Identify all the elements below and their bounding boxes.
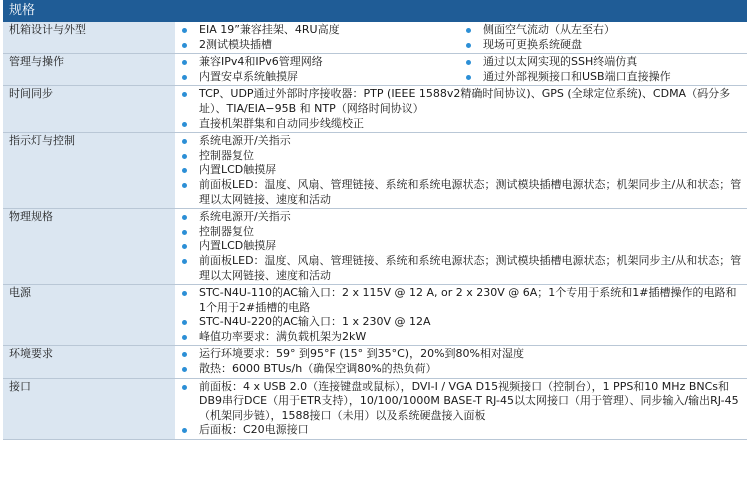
bullet-item: 兼容IPv4和IPv6管理网络 (175, 55, 459, 70)
bullet-list (175, 347, 743, 376)
row-content (175, 86, 747, 133)
row-label: 物理规格 (3, 209, 175, 285)
bullet-item: 控制器复位 (175, 225, 743, 240)
bullet-item: 内置安卓系统触摸屏 (175, 70, 459, 85)
row-content (175, 133, 747, 209)
bullet-item: 2测试模块插槽 (175, 38, 459, 53)
row-content (175, 346, 747, 378)
row-label: 管理与操作 (3, 54, 175, 86)
row-label: 指示灯与控制 (3, 133, 175, 209)
bullet-item: 峰值功率要求：满负载机架为2kW (175, 330, 743, 345)
row-label: 机箱设计与外型 (3, 22, 175, 54)
bullet-item: 通过外部视频接口和USB端口直接操作 (459, 70, 743, 85)
bullet-item: 系统电源开/关指示 (175, 134, 743, 149)
bullet-item: 系统电源开/关指示 (175, 210, 743, 225)
spec-row-chassis (3, 22, 747, 54)
bullet-item: 现场可更换系统硬盘 (459, 38, 743, 53)
bullet-item: 侧面空气流动（从左至右） (459, 23, 743, 38)
row-label: 环境要求 (3, 346, 175, 378)
spec-table (3, 22, 747, 440)
bullet-list (175, 380, 743, 438)
bullet-item: TCP、UDP通过外部时序接收器：PTP (IEEE 1588v2精确时间协议)、GPS (全球定位系统)、CDMA（码分多址）、TIA/EIA−95B 和 NTP（网络时间协议） (175, 87, 743, 116)
spec-row-power (3, 285, 747, 346)
bullet-item: 前面板LED：温度、风扇、管理链接、系统和系统电源状态；测试模块插槽电源状态；机架同步主/从和状态；管理以太网链接、速度和活动 (175, 178, 743, 207)
bullet-item: STC-N4U-220的AC输入口：1 x 230V @ 12A (175, 315, 743, 330)
bullet-item: 内置LCD触摸屏 (175, 239, 743, 254)
row-label: 接口 (3, 378, 175, 439)
spec-header: 规格 (3, 0, 747, 22)
bullet-item: 散热：6000 BTUs/h（确保空调80%的热负荷） (175, 362, 743, 377)
row-content (175, 22, 747, 54)
bullet-item: 前面板LED：温度、风扇、管理链接、系统和系统电源状态；测试模块插槽电源状态；机架同步主/从和状态；管理以太网链接、速度和活动 (175, 254, 743, 283)
bullet-list (175, 210, 743, 283)
row-label: 电源 (3, 285, 175, 346)
row-label: 时间同步 (3, 86, 175, 133)
bullet-list (175, 286, 743, 344)
spec-row-indicators (3, 133, 747, 209)
spec-row-interfaces (3, 378, 747, 439)
bullet-item: STC-N4U-110的AC输入口：2 x 115V @ 12 A, or 2 x 230V @ 6A；1个专用于系统和1#插槽操作的电路和1个用于2#插槽的电路 (175, 286, 743, 315)
bullet-item: 后面板：C20电源接口 (175, 423, 743, 438)
bullet-list (175, 134, 743, 207)
bullet-item: 通过以太网实现的SSH终端仿真 (459, 55, 743, 70)
row-content (175, 54, 747, 86)
bullet-list (175, 55, 743, 84)
bullet-list (175, 87, 743, 131)
spec-row-environment (3, 346, 747, 378)
spec-row-time-sync (3, 86, 747, 133)
bullet-list (175, 23, 743, 52)
bullet-item: 内置LCD触摸屏 (175, 163, 743, 178)
spec-table-container (3, 0, 747, 440)
spec-row-physical (3, 209, 747, 285)
bullet-item: 控制器复位 (175, 149, 743, 164)
row-content (175, 209, 747, 285)
row-content (175, 285, 747, 346)
bullet-item: 运行环境要求：59° 到95°F (15° 到35°C)，20%到80%相对湿度 (175, 347, 743, 362)
bullet-item: EIA 19”兼容挂架、4RU高度 (175, 23, 459, 38)
spec-row-management (3, 54, 747, 86)
bullet-item: 直接机架群集和自动同步线缆校正 (175, 117, 743, 132)
bullet-item: 前面板：4 x USB 2.0（连接键盘或鼠标），DVI-I / VGA D15视频接口（控制台），1 PPS和10 MHz BNCs和DB9串行DCE（用于ETR支持），10/100/1000M BASE-T RJ-45以太网接口（用于管理）、同步输入/输出RJ-45（机架同步链），1588接口（未用）以及系统硬盘接入面板 (175, 380, 743, 424)
row-content (175, 378, 747, 439)
